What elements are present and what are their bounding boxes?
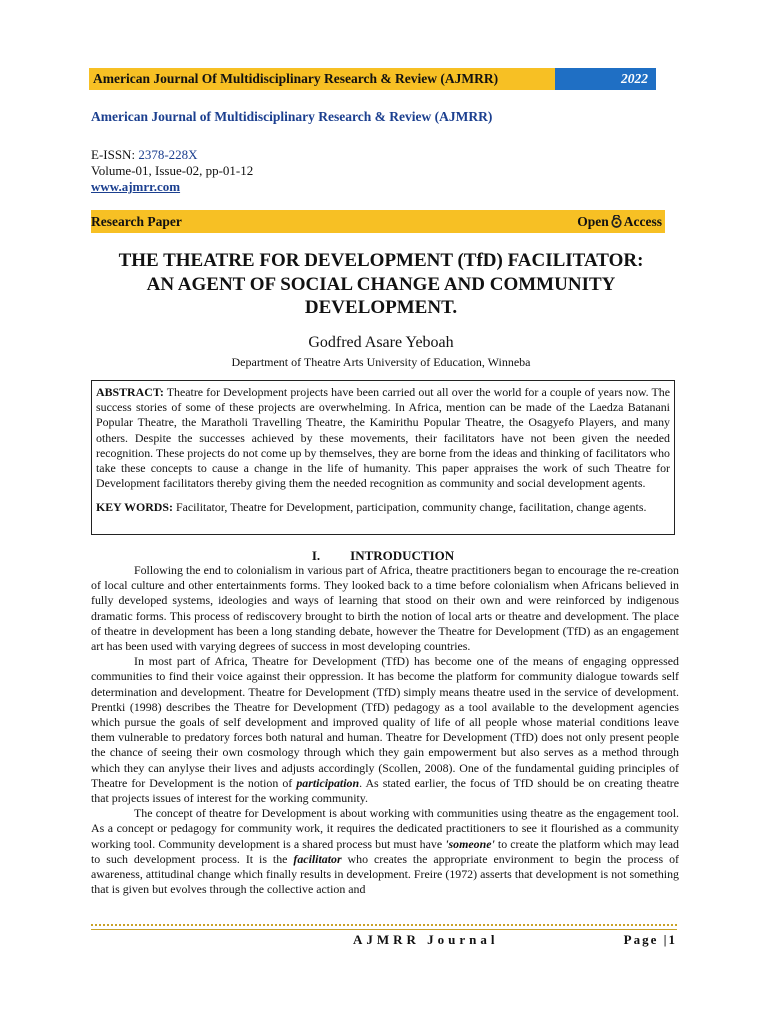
website-link[interactable]: www.ajmrr.com — [91, 179, 181, 194]
title-line-3: DEVELOPMENT. — [304, 297, 458, 318]
keywords-paragraph — [96, 500, 670, 515]
body-paragraph-1: Following the end to colonialism in various part of Africa, theatre practitioners began to encourage the re-creation of local culture and other entertainments forms. They looked back to a time before colonialism when Africans believed in fully developed systems, ideologies and ways of learning that stood on their own and were reinforced by indigenous dramatic forms. This process of rediscovery brought to birth the notion of local arts or theatre and development. The place of theatre in development has been a long standing debate, however the Theatre for Development (TfD) as an engagement art has been used with varying degrees of success in most developing countries. — [91, 563, 679, 654]
keywords-text: Facilitator, Theatre for Development, participation, community change, facilitation, change agents. — [172, 500, 647, 515]
access-label: Access — [623, 214, 662, 229]
banner-journal-name: American Journal Of Multidisciplinary Research & Review (AJMRR) — [89, 68, 555, 90]
section-number: I. — [311, 548, 321, 563]
footer-journal: AJMRR Journal — [353, 932, 499, 947]
paper-title — [91, 249, 671, 320]
issn-label: E-ISSN: — [91, 147, 139, 162]
open-label: Open — [577, 214, 609, 229]
p2-emphasis: participation — [296, 775, 360, 790]
journal-title: American Journal of Multidisciplinary Research & Review (AJMRR) — [91, 109, 493, 124]
p2-text-b: . As stated earlier, the focus of TfD should be on creating theatre that projects issues of interest for the working community. — [91, 775, 679, 806]
title-line-2: AN AGENT OF SOCIAL CHANGE AND COMMUNITY — [146, 273, 616, 295]
volume-line: Volume-01, Issue-02, pp-01-12 — [91, 163, 254, 178]
author-name: Godfred Asare Yeboah — [308, 334, 454, 351]
footer-divider — [91, 924, 677, 930]
section-title: INTRODUCTION — [350, 548, 455, 563]
article-type-bar — [91, 210, 665, 233]
p3-text-a: The concept of theatre for Development is about working with communities using theatre as the engagement tool. As a concept or pedagogy for community work, it requires the dedicated practitioners to see it flourished as a community working tool. Community development is a shared process but must have — [91, 806, 679, 851]
p3-emphasis-1: 'someone' — [445, 836, 495, 851]
page-footer — [91, 932, 677, 950]
keywords-label: KEY WORDS: — [96, 500, 173, 515]
banner-year: 2022 — [555, 68, 656, 90]
research-paper-label: Research Paper — [91, 214, 182, 229]
p2-text-a: In most part of Africa, Theatre for Development (TfD) has become one of the means of engaging oppressed communities to find their voice against their oppression. It has become the platform for community dialogue towards self determination and development. Theatre for Development (TfD) simply means theatre used in the service of development. Prentki (1998) describes the Theatre for Development (TfD) pedagogy as a tool available to the development agencies which pursue the goals of self development and improved quality of life of all people whose material conditions leave them vulnerable to predatory forces both natural and human. Theatre for Development (TfD) does not only present people the chance of seeing their own cosmology through which they gain empowerment but also serves as a method through which they can anylyse their lives and adjusts accordingly (Scollen, 2008). One of the fundamental guiding principles of Theatre for Development is the notion of — [91, 654, 679, 790]
body-paragraph-2 — [91, 654, 679, 806]
issn-line — [91, 147, 198, 163]
abstract-paragraph — [96, 385, 670, 491]
issn-value: 2378-228X — [138, 147, 198, 162]
p3-emphasis-2: facilitator — [293, 851, 342, 866]
section-heading — [91, 548, 675, 564]
title-line-1: THE THEATRE FOR DEVELOPMENT (TfD) FACILITATOR: — [118, 250, 644, 271]
open-access-badge — [577, 210, 662, 233]
open-access-lock-icon — [610, 215, 623, 228]
website-line — [91, 179, 180, 195]
abstract-box — [91, 380, 675, 535]
body-paragraph-3 — [91, 806, 679, 897]
p3-text-b: to create the platform which may lead to such development process. It is the — [91, 836, 679, 866]
author-affiliation: Department of Theatre Arts University of Education, Winneba — [231, 355, 531, 369]
abstract-text: Theatre for Development projects have been carried out all over the world for a couple of years now. The success stories of some of these projects are overwhelming. In Africa, mention can be made of the Laedza Batanani Popular Theatre, the Maratholi Travelling Theatre, the Kamirithu Popular Theatre, the Osagyefo Players, and many others. Despite the successes achieved by these movements, their facilitators have not been given the needed recognition. These projects do not come up by themselves, they are borne from the ideas and thinking of facilitators who take these concepts to cause a change in the life of humanity. This paper appraises the work of such Theatre for Development facilitators thereby giving them the needed recognition as community and social development agents. — [96, 385, 671, 491]
introduction-body — [91, 563, 679, 897]
abstract-label: ABSTRACT: — [96, 385, 164, 399]
p3-text-c: who creates the appropriate environment to begin the process of awareness, attitudinal change which finally results in development. Freire (1972) asserts that development is not something that is given but evolves through the collective action and — [91, 851, 679, 897]
journal-banner — [89, 68, 656, 90]
footer-page-number: Page |1 — [623, 932, 677, 947]
